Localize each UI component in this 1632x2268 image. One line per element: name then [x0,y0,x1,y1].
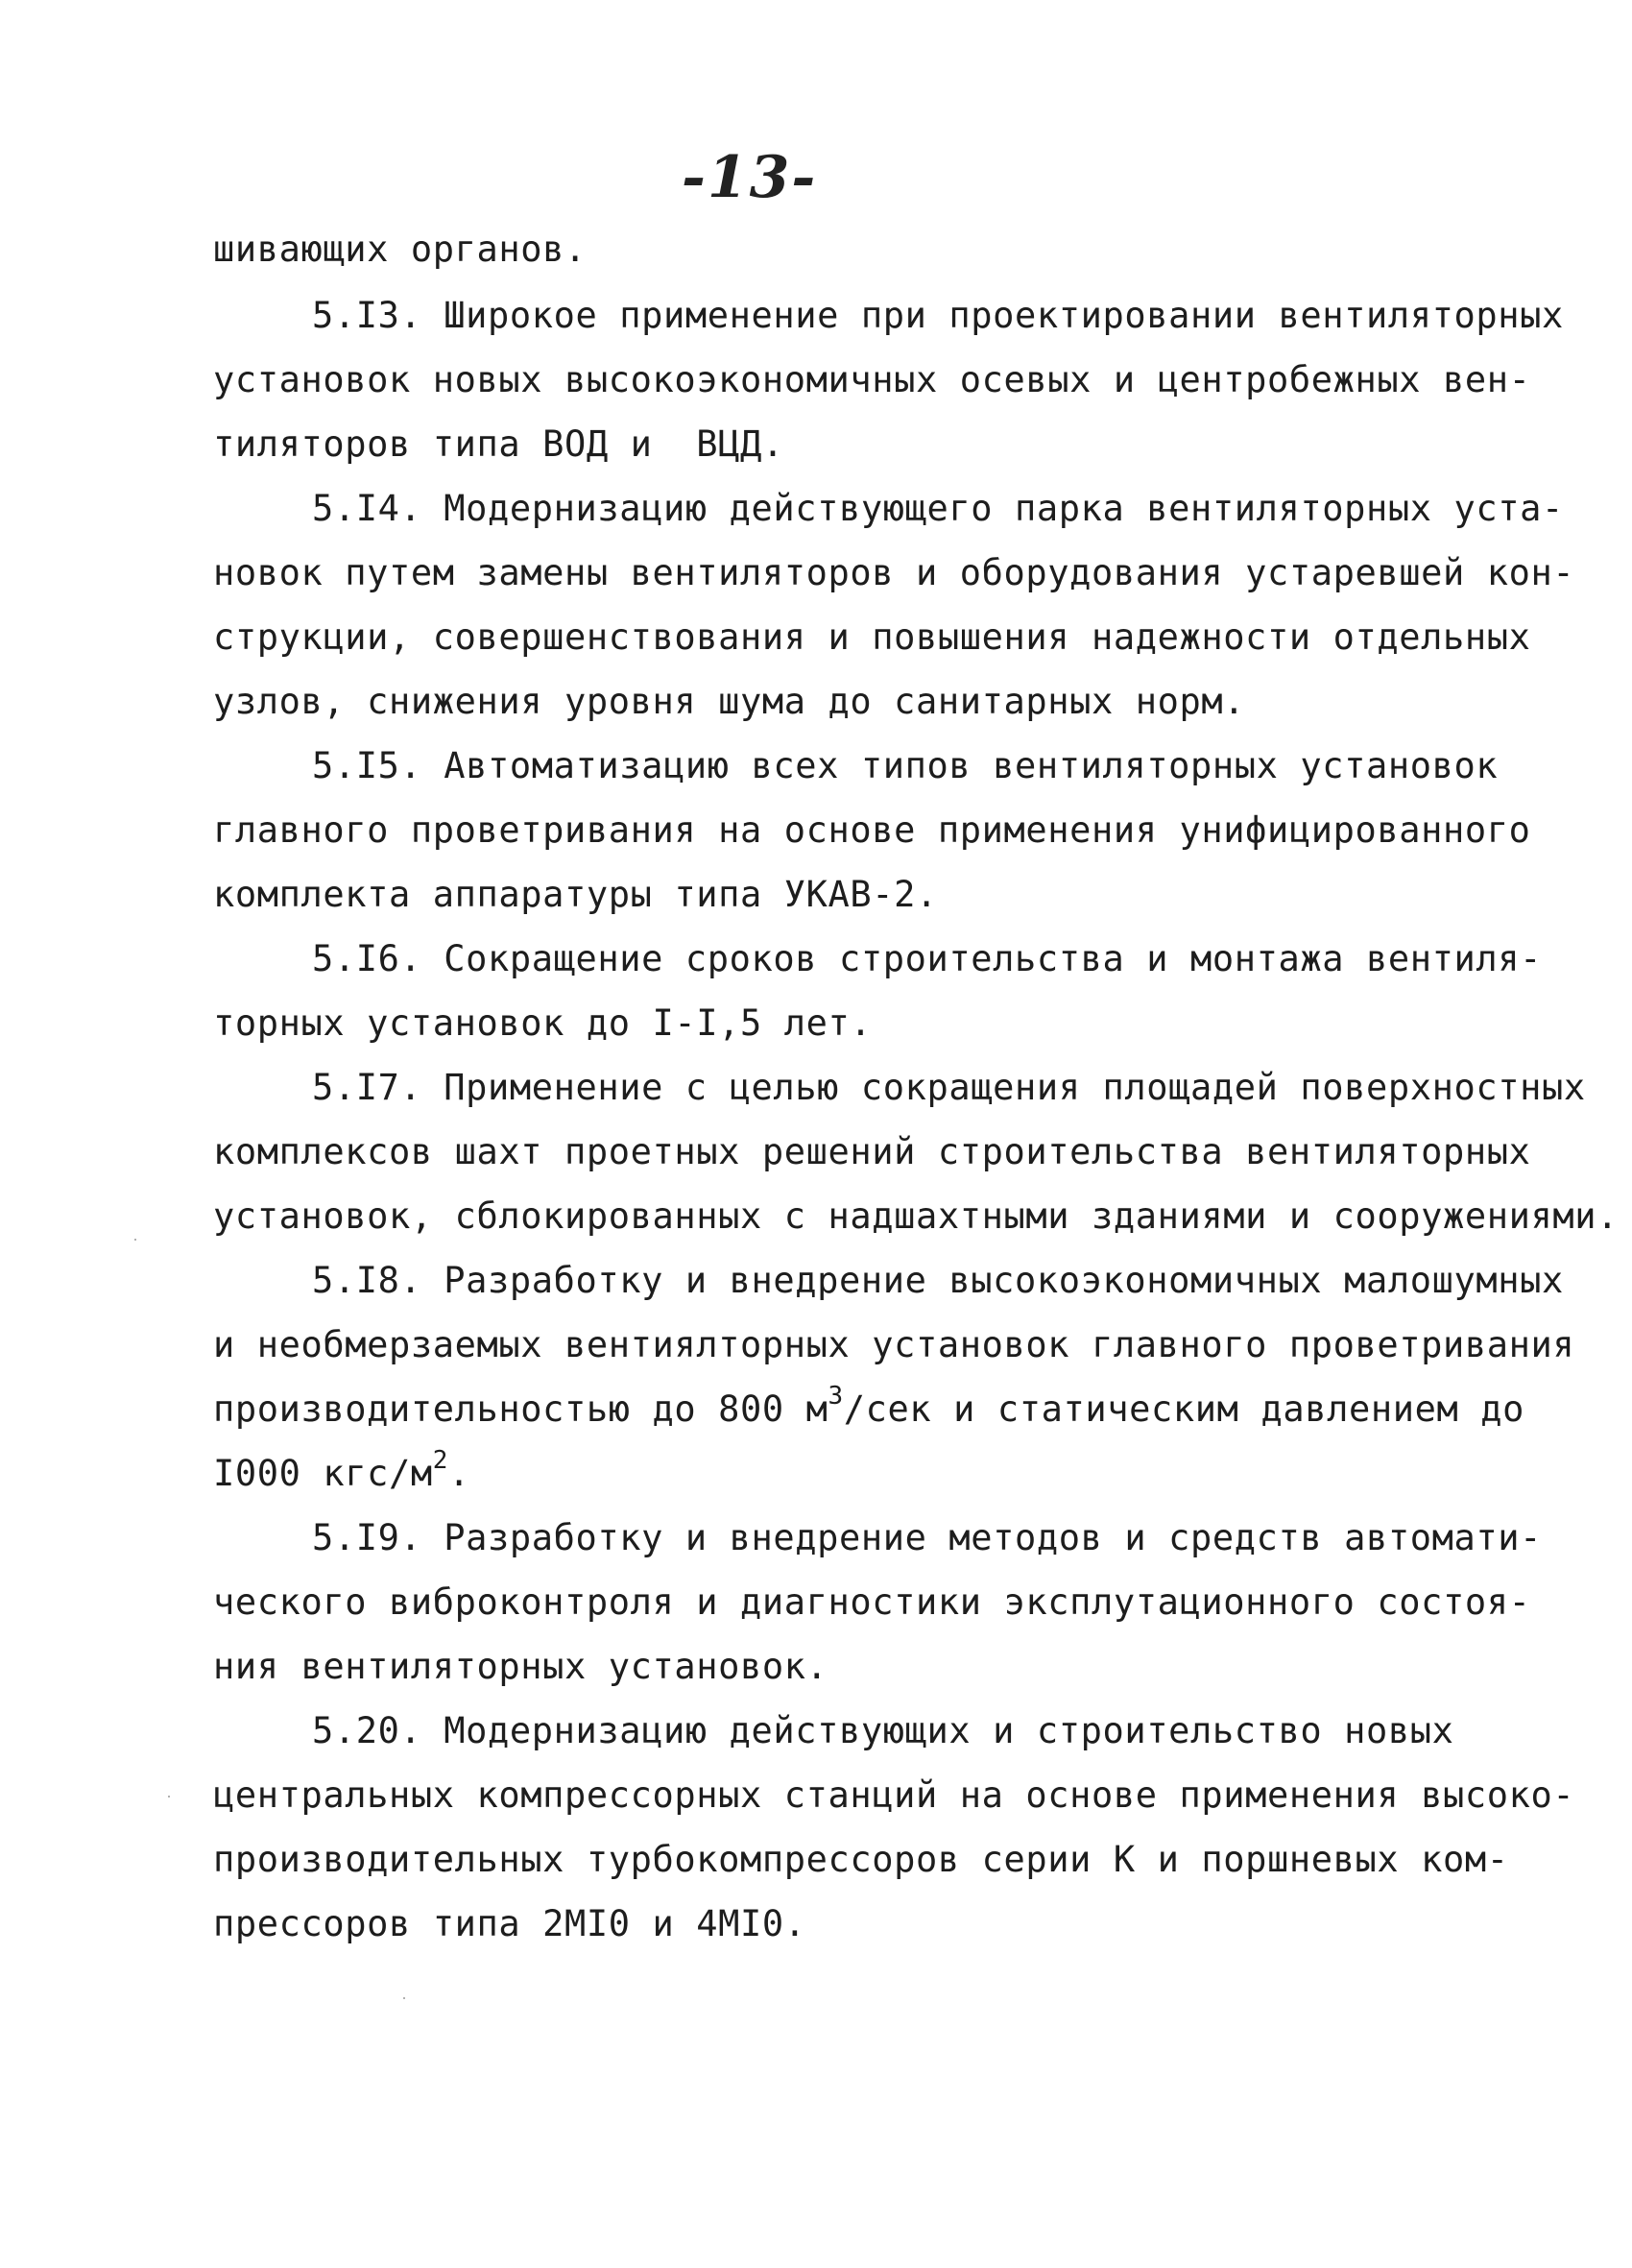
text-line: 5.I6. Сокращение сроков строительства и монтажа вентиля- [312,938,1543,979]
page-number: -13- [682,144,818,211]
text-line [213,1382,1524,1431]
text-line: 5.I7. Применение с целью сокращения площадей поверхностных [312,1067,1586,1108]
superscript: 3 [828,1382,844,1411]
text-line: установок, сблокированных с надшахтными зданиями и сооружениями. [213,1195,1620,1237]
scan-speck [168,1796,170,1798]
text-line: прессоров типа 2МI0 и 4МI0. [213,1903,806,1944]
text-line: ческого виброконтроля и диагностики эксплутационного состоя- [213,1581,1531,1623]
text-line: 5.I9. Разработку и внедрение методов и средств автомати- [312,1517,1543,1558]
text-line: новок путем замены вентиляторов и оборудования устаревшей кон- [213,552,1575,593]
scan-speck [403,1997,405,1999]
text-segment: /сек и статическим давлением до [843,1388,1524,1430]
text-line [213,1446,470,1495]
text-line: комплекта аппаратуры типа УКАВ-2. [213,874,938,915]
text-line: узлов, снижения уровня шума до санитарных норм. [213,681,1246,722]
text-line: шивающих органов. [213,229,587,270]
text-line: комплексов шахт проетных решений строительства вентиляторных [213,1131,1531,1172]
text-line: торных установок до I-I,5 лет. [213,1002,873,1044]
text-line: тиляторов типа ВОД и ВЦД. [213,423,784,465]
text-line: производительных турбокомпрессоров серии К и поршневых ком- [213,1839,1509,1880]
superscript: 2 [432,1446,449,1475]
text-line: струкции, совершенствования и повышения надежности отдельных [213,616,1531,658]
text-line: 5.I8. Разработку и внедрение высокоэкономичных малошумных [312,1260,1564,1301]
text-line: установок новых высокоэкономичных осевых и центробежных вен- [213,359,1531,400]
text-line: 5.I4. Модернизацию действующего парка вентиляторных уста- [312,488,1564,529]
text-line: главного проветривания на основе применения унифицированного [213,809,1531,851]
text-line: 5.I3. Широкое применение при проектировании вентиляторных [312,295,1564,336]
text-segment: . [448,1453,470,1494]
text-line: 5.20. Модернизацию действующих и строительство новых [312,1710,1454,1751]
scan-speck [134,1239,136,1241]
text-segment: производительностью до 800 м [213,1388,828,1430]
text-segment: I000 кгс/м [213,1453,433,1494]
text-line: и необмерзаемых вентиялторных установок главного проветривания [213,1324,1575,1365]
text-line: 5.I5. Автоматизацию всех типов вентиляторных установок [312,745,1499,786]
text-line: центральных компрессорных станций на основе применения высоко- [213,1774,1575,1816]
text-line: ния вентиляторных установок. [213,1646,828,1687]
